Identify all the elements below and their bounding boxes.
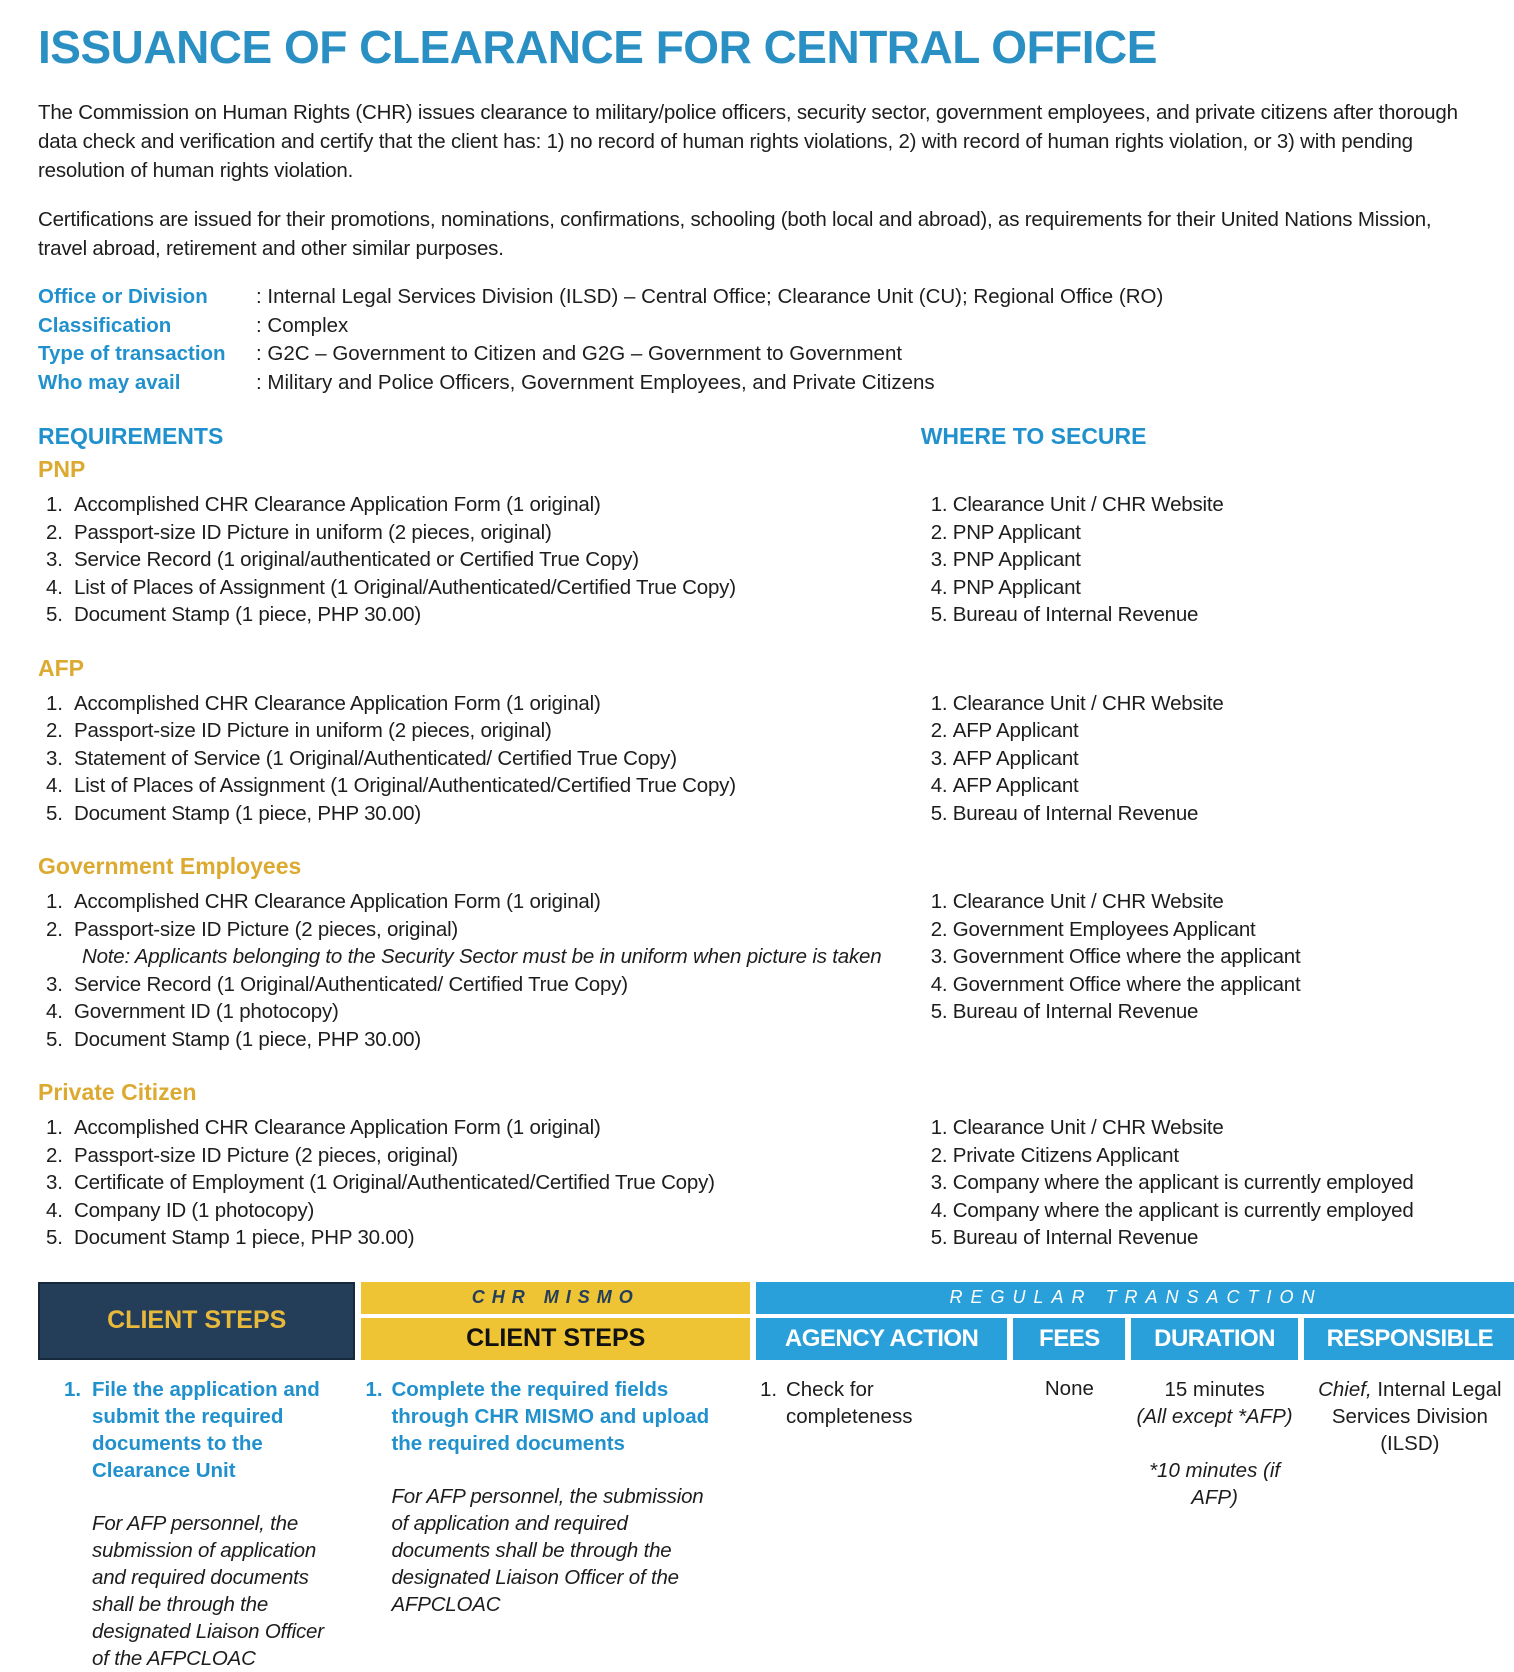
item-number: 2.: [930, 917, 948, 941]
item-text: Government Office where the applicant: [952, 945, 1301, 968]
item-number: 1.: [46, 493, 63, 516]
list-item: [38, 519, 921, 547]
section-heading-government-employees: Government Employees: [38, 853, 302, 879]
page-title: ISSUANCE OF CLEARANCE FOR CENTRAL OFFICE: [38, 21, 1157, 73]
item-text: Private Citizens Applicant: [952, 1143, 1179, 1167]
list-item: [921, 800, 1478, 828]
responsible-title: Chief,: [1318, 1377, 1372, 1401]
list-item: [921, 888, 1478, 916]
section-government-employees: [38, 853, 1478, 1053]
regular-transaction-band: REGULAR TRANSACTION: [756, 1282, 1514, 1314]
item-text: Service Record (1 Original/Authenticated/ Certified True Copy): [74, 972, 628, 996]
item-number: 3.: [46, 746, 63, 770]
list-item: [921, 1142, 1478, 1170]
intro-paragraphs: [38, 98, 1478, 263]
item-number: 5.: [930, 603, 948, 626]
section-heading-private-citizen: Private Citizen: [38, 1079, 197, 1105]
item-number: 2.: [46, 917, 63, 941]
list-item: [921, 943, 1478, 971]
list-item: [38, 1142, 921, 1170]
list-item: [921, 491, 1478, 519]
step-number: 1.: [365, 1377, 383, 1401]
item-number: 1.: [930, 890, 948, 913]
list-item: [921, 1114, 1478, 1142]
item-text: Bureau of Internal Revenue: [952, 1226, 1199, 1249]
item-text: Bureau of Internal Revenue: [952, 1000, 1199, 1023]
item-number: 4.: [46, 774, 63, 797]
item-text: Government Employees Applicant: [952, 917, 1256, 941]
item-text: Accomplished CHR Clearance Application Form (1 original): [74, 890, 601, 913]
step-number: 1.: [64, 1377, 82, 1401]
client-steps-column-header: [38, 1282, 355, 1360]
item-number: 5.: [46, 1027, 63, 1051]
list-item: [921, 519, 1478, 547]
service-info-table: [38, 283, 1478, 397]
item-text: Bureau of Internal Revenue: [952, 801, 1199, 825]
item-number: 3.: [930, 548, 948, 571]
item-text: Document Stamp (1 piece, PHP 30.00): [74, 603, 421, 626]
list-item: [38, 574, 921, 602]
afp-note: For AFP personnel, the submission of application and required documents shall be through the designated Liaison Officer of the AFPCLOAC: [92, 1511, 324, 1670]
item-text: Document Stamp 1 piece, PHP 30.00): [74, 1226, 415, 1249]
gov-requirements-list: [38, 888, 921, 1053]
item-number: 3.: [930, 945, 948, 968]
item-text: Document Stamp (1 piece, PHP 30.00): [74, 1027, 421, 1051]
list-item: [38, 601, 921, 629]
item-number: 2.: [930, 719, 948, 742]
item-text: Clearance Unit / CHR Website: [952, 1116, 1224, 1139]
list-item: [38, 491, 921, 519]
item-text: PNP Applicant: [952, 575, 1081, 599]
list-item: [921, 574, 1478, 602]
security-sector-note: Note: Applicants belonging to the Security Sector must be in uniform when picture is taken: [82, 945, 882, 968]
list-item: [921, 1224, 1478, 1252]
info-label: Office or Division: [38, 285, 208, 308]
info-label: Classification: [38, 313, 172, 337]
list-item: [921, 717, 1478, 745]
section-private-citizen: [38, 1079, 1478, 1252]
info-value: : Military and Police Officers, Government Employees, and Private Citizens: [256, 370, 935, 394]
item-text: Statement of Service (1 Original/Authenticated/ Certified True Copy): [74, 746, 677, 770]
step-text: File the application and submit the required documents to the Clearance Unit: [92, 1377, 320, 1482]
chr-mismo-band: CHR MISMO: [361, 1282, 750, 1314]
item-number: 3.: [46, 1171, 63, 1194]
pnp-secure-list: [921, 491, 1478, 629]
mismo-client-steps-header: CLIENT STEPS: [361, 1318, 750, 1360]
item-number: 1.: [930, 691, 948, 715]
info-value: : G2C – Government to Citizen and G2G – Government to Government: [256, 342, 903, 365]
requirements-header-row: [38, 423, 1478, 450]
item-number: 2.: [46, 1143, 63, 1167]
item-text: Clearance Unit / CHR Website: [952, 890, 1224, 913]
agency-action-cell: [756, 1376, 1007, 1672]
private-requirements-list: [38, 1114, 921, 1252]
steps-table-body-row: [38, 1376, 1514, 1672]
private-secure-list: [921, 1114, 1478, 1252]
info-value: : Internal Legal Services Division (ILSD) – Central Office; Clearance Unit (CU); Regional Office (RO): [256, 285, 1164, 308]
item-number: 1.: [930, 493, 948, 516]
list-item: [921, 1169, 1478, 1197]
item-text: AFP Applicant: [952, 719, 1079, 742]
item-text: Accomplished CHR Clearance Application Form (1 original): [74, 691, 601, 715]
step-text: Check for completeness: [785, 1377, 913, 1428]
requirements-header: REQUIREMENTS: [38, 423, 224, 449]
info-label: Who may avail: [38, 370, 181, 394]
item-text: PNP Applicant: [952, 520, 1081, 544]
item-text: Government ID (1 photocopy): [74, 1000, 339, 1023]
item-number: 2.: [46, 719, 63, 742]
list-item: [38, 745, 921, 773]
list-item: [921, 916, 1478, 944]
list-item: [38, 916, 921, 944]
list-item: [38, 1026, 921, 1054]
responsible-division: Internal Legal Services Division (ILSD): [1331, 1377, 1502, 1455]
afp-note: For AFP personnel, the submission of application and required documents shall be through the designated Liaison Officer of the AFPCLOAC: [391, 1484, 704, 1616]
item-text: PNP Applicant: [952, 548, 1081, 571]
pnp-requirements-list: [38, 491, 921, 629]
list-item: [38, 546, 921, 574]
mismo-step-cell: [361, 1376, 750, 1672]
where-to-secure-header: WHERE TO SECURE: [920, 423, 1147, 449]
list-item: [921, 546, 1478, 574]
list-item: [38, 998, 921, 1026]
client-steps-table: [38, 1282, 1514, 1672]
item-number: 1.: [46, 1116, 63, 1139]
list-item: [38, 1224, 921, 1252]
item-text: Service Record (1 original/authenticated or Certified True Copy): [74, 548, 639, 571]
item-text: Passport-size ID Picture in uniform (2 pieces, original): [74, 719, 552, 742]
item-text: List of Places of Assignment (1 Original/Authenticated/Certified True Copy): [74, 774, 736, 797]
list-item: [921, 1197, 1478, 1225]
item-text: Company ID (1 photocopy): [74, 1198, 315, 1222]
item-number: 2.: [930, 1143, 948, 1167]
item-number: 1.: [46, 890, 63, 913]
item-number: 3.: [930, 746, 948, 770]
step-text: Complete the required fields through CHR MISMO and upload the required documents: [391, 1377, 710, 1455]
section-afp: [38, 655, 1478, 828]
item-text: List of Places of Assignment (1 Original/Authenticated/Certified True Copy): [74, 575, 736, 599]
responsible-cell: [1304, 1376, 1514, 1672]
list-item: [38, 1197, 921, 1225]
item-text: Document Stamp (1 piece, PHP 30.00): [74, 801, 421, 825]
info-row-office: [38, 283, 1478, 312]
list-item: [38, 717, 921, 745]
item-text: Passport-size ID Picture in uniform (2 pieces, original): [74, 520, 552, 544]
item-text: AFP Applicant: [952, 746, 1079, 770]
item-number: 4.: [930, 972, 948, 996]
item-number: 5.: [46, 603, 63, 626]
item-text: Company where the applicant is currently employed: [952, 1171, 1414, 1194]
item-number: 1.: [930, 1116, 948, 1139]
item-number: 2.: [930, 520, 948, 544]
item-number: 4.: [46, 1000, 63, 1023]
item-text: Government Office where the applicant: [952, 972, 1301, 996]
duration-header: DURATION: [1131, 1318, 1297, 1360]
list-item: [921, 971, 1478, 999]
list-item: [38, 690, 921, 718]
section-heading-afp: AFP: [38, 654, 84, 681]
list-item: [921, 998, 1478, 1026]
item-text: Passport-size ID Picture (2 pieces, original): [74, 917, 459, 941]
responsible-header: RESPONSIBLE: [1304, 1318, 1514, 1360]
duration-cell: [1131, 1376, 1297, 1672]
intro-paragraph-2: Certifications are issued for their promotions, nominations, confirmations, schooling (both local and abroad), as requirements for their United Nations Mission, travel abroad, retirement and other similar purposes.: [38, 208, 1432, 260]
list-item: [38, 888, 921, 916]
list-item: [38, 800, 921, 828]
duration-exception: (All except *AFP): [1136, 1404, 1293, 1428]
client-steps-label: CLIENT STEPS: [107, 1306, 287, 1334]
item-number: 5.: [46, 1226, 63, 1249]
item-number: 4.: [46, 575, 63, 599]
list-item: [38, 971, 921, 999]
item-number: 4.: [46, 1198, 63, 1222]
info-row-classification: [38, 312, 1478, 341]
item-number: 4.: [930, 575, 948, 599]
duration-afp: *10 minutes (if AFP): [1149, 1458, 1281, 1509]
item-number: 3.: [930, 1171, 948, 1194]
item-number: 4.: [930, 1198, 948, 1222]
item-number: 5.: [930, 1000, 948, 1023]
fees-cell: None: [1044, 1376, 1094, 1400]
section-heading-pnp: PNP: [38, 456, 86, 482]
item-text: Bureau of Internal Revenue: [952, 603, 1199, 626]
afp-secure-list: [921, 690, 1478, 828]
step-number: 1.: [759, 1377, 778, 1401]
list-item: [921, 772, 1478, 800]
item-text: AFP Applicant: [952, 774, 1079, 797]
agency-action-header: AGENCY ACTION: [756, 1318, 1007, 1360]
item-number: 5.: [46, 801, 63, 825]
info-label: Type of transaction: [38, 342, 226, 365]
item-text: Certificate of Employment (1 Original/Authenticated/Certified True Copy): [74, 1171, 715, 1194]
list-item: [38, 1114, 921, 1142]
afp-requirements-list: [38, 690, 921, 828]
item-number: 5.: [930, 801, 948, 825]
item-text: Company where the applicant is currently employed: [952, 1198, 1414, 1222]
gov-secure-list: [921, 888, 1478, 1053]
list-item: [921, 745, 1478, 773]
item-text: Clearance Unit / CHR Website: [952, 493, 1224, 516]
list-item: [38, 772, 921, 800]
item-text: Accomplished CHR Clearance Application Form (1 original): [74, 493, 601, 516]
list-item: [38, 1169, 921, 1197]
info-value: : Complex: [256, 313, 349, 337]
info-row-who-may-avail: [38, 369, 1478, 398]
item-text: Accomplished CHR Clearance Application Form (1 original): [74, 1116, 601, 1139]
section-pnp: [38, 456, 1478, 629]
item-number: 4.: [930, 774, 948, 797]
item-number: 2.: [46, 520, 63, 544]
list-item: [921, 601, 1478, 629]
item-number: 1.: [46, 691, 63, 715]
item-text: Clearance Unit / CHR Website: [952, 691, 1224, 715]
item-number: 3.: [46, 548, 63, 571]
item-number: 3.: [46, 972, 63, 996]
item-text: Passport-size ID Picture (2 pieces, original): [74, 1143, 459, 1167]
duration-main: 15 minutes: [1164, 1377, 1265, 1401]
client-step-cell: [38, 1376, 355, 1672]
item-number: 5.: [930, 1226, 948, 1249]
intro-paragraph-1: The Commission on Human Rights (CHR) issues clearance to military/police officers, security sector, government employees, and private citizens after thorough data check and verification and certify that the client has: 1) no record of human rights violations, 2) with record of human rights violation, or 3) with pending resolution of human rights violation.: [38, 101, 1458, 182]
fees-header: FEES: [1013, 1318, 1125, 1360]
steps-table-header: [38, 1282, 1514, 1360]
info-row-transaction-type: [38, 340, 1478, 369]
list-item: [921, 690, 1478, 718]
